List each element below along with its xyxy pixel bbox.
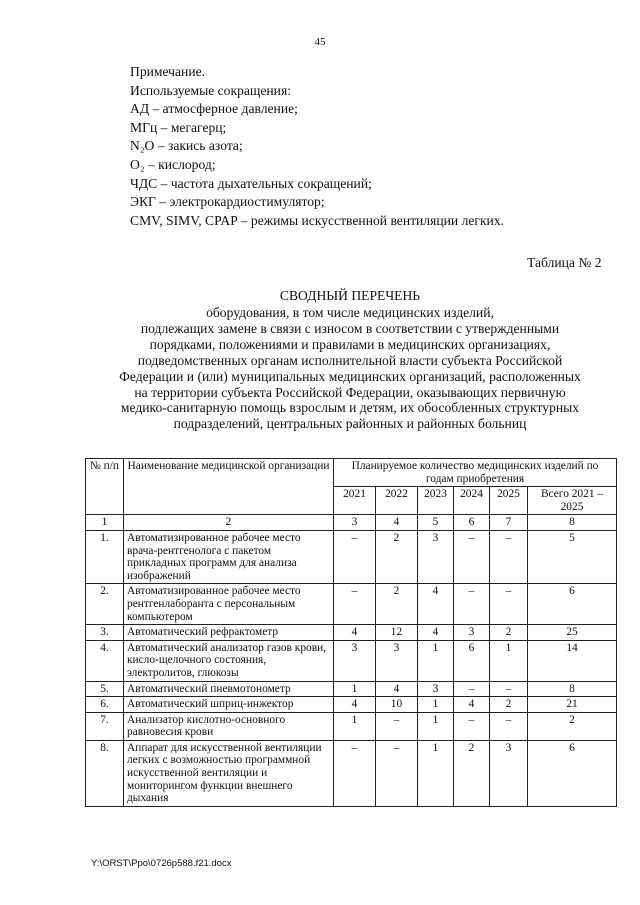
row-value: –	[490, 584, 528, 625]
table-label: Таблица № 2	[527, 255, 602, 270]
row-num: 6.	[86, 697, 124, 713]
subtitle-line: подлежащих замене в связи с износом в соответствии с утвержденными	[140, 320, 560, 336]
row-total: 8	[528, 681, 617, 697]
file-path-footer: Y:\ORST\Ppo\0726p588.f21.docx	[91, 858, 232, 869]
row-value: –	[490, 681, 528, 697]
row-value: 1	[418, 712, 454, 740]
row-value: 4	[334, 697, 376, 713]
row-value: –	[454, 530, 490, 583]
row-num: 1.	[86, 530, 124, 583]
row-value: 4	[454, 697, 490, 713]
row-total: 2	[528, 712, 617, 740]
header-year: 2025	[490, 487, 528, 515]
row-value: –	[454, 681, 490, 697]
header-num: № п/п	[86, 459, 124, 515]
row-name: Автоматический рефрактометр	[124, 625, 334, 641]
row-num: 8.	[86, 740, 124, 806]
row-name: Автоматизированное рабочее место рентгенлаборанта с персональным компьютером	[124, 584, 334, 625]
row-value: 4	[376, 681, 418, 697]
row-num: 4.	[86, 640, 124, 681]
row-value: 3	[418, 681, 454, 697]
header-year: 2024	[454, 487, 490, 515]
table-row	[86, 530, 617, 583]
row-value: 12	[376, 625, 418, 641]
abbreviations-note	[130, 63, 504, 230]
row-value: 4	[334, 625, 376, 641]
row-value: 10	[376, 697, 418, 713]
abbreviation-item: N₂O – закись азота;	[130, 138, 243, 154]
column-number: 3	[334, 515, 376, 531]
row-total: 5	[528, 530, 617, 583]
row-value: –	[376, 740, 418, 806]
subtitle-line: порядками, положениями и правилами в медицинских организациях,	[149, 336, 551, 352]
row-name: Автоматический шприц-инжектор	[124, 697, 334, 713]
row-value: 1	[334, 712, 376, 740]
row-value: 4	[418, 584, 454, 625]
row-value: 2	[376, 584, 418, 625]
row-name: Анализатор кислотно-основного равновесия крови	[124, 712, 334, 740]
row-num: 2.	[86, 584, 124, 625]
row-total: 14	[528, 640, 617, 681]
column-numbers-row	[86, 515, 617, 531]
row-value: –	[376, 712, 418, 740]
note-heading: Примечание.	[130, 64, 206, 79]
row-total: 25	[528, 625, 617, 641]
note-intro: Используемые сокращения:	[130, 82, 291, 98]
subtitle-line: медико-санитарную помощь взрослым и детям, их обособленных структурных	[120, 400, 580, 416]
row-value: –	[454, 584, 490, 625]
row-num: 5.	[86, 681, 124, 697]
row-value: –	[454, 712, 490, 740]
abbreviation-item: МГц – мегагерц;	[130, 119, 227, 135]
column-number: 4	[376, 515, 418, 531]
abbreviation-item: АД – атмосферное давление;	[130, 101, 298, 117]
row-value: –	[334, 740, 376, 806]
subtitle-line: оборудования, в том числе медицинских изделий,	[206, 305, 494, 320]
abbreviation-item: O₂ – кислород;	[130, 156, 216, 172]
table-row	[86, 697, 617, 713]
page-number: 45	[314, 36, 326, 48]
subtitle-line: Федерации и (или) муниципальных медицинских организаций, расположенных	[119, 368, 581, 384]
column-number: 5	[418, 515, 454, 531]
row-num: 3.	[86, 625, 124, 641]
row-value: –	[490, 530, 528, 583]
row-total: 6	[528, 740, 617, 806]
table-header-row	[86, 459, 617, 487]
header-total: Всего 2021 – 2025	[528, 487, 617, 515]
row-value: 4	[418, 625, 454, 641]
row-name: Автоматизированное рабочее место врача-рентгенолога с пакетом прикладных программ для анализа изображений	[124, 530, 334, 583]
abbreviation-item: ЭКГ – электрокардиостимулятор;	[130, 194, 325, 210]
document-title: СВОДНЫЙ ПЕРЕЧЕНЬ	[279, 288, 421, 303]
header-planned: Планируемое количество медицинских изделий по годам приобретения	[334, 459, 617, 487]
row-value: 6	[454, 640, 490, 681]
row-value: 3	[334, 640, 376, 681]
column-number: 8	[528, 515, 617, 531]
row-value: –	[334, 530, 376, 583]
column-number: 2	[124, 515, 334, 531]
row-value: 1	[490, 640, 528, 681]
row-value: 2	[490, 625, 528, 641]
row-value: 3	[490, 740, 528, 806]
row-total: 21	[528, 697, 617, 713]
row-value: 2	[454, 740, 490, 806]
row-value: –	[490, 712, 528, 740]
subtitle-line: на территории субъекта Российской Федерации, оказывающих первичную	[134, 384, 566, 400]
row-value: 3	[454, 625, 490, 641]
row-value: 1	[418, 740, 454, 806]
column-number: 1	[86, 515, 124, 531]
table-row	[86, 740, 617, 806]
row-value: 1	[418, 697, 454, 713]
table-row	[86, 584, 617, 625]
row-name: Аппарат для искусственной вентиляции легких с возможностью программной искусственной вентиляции и мониторингом функции внешнего дыхания	[124, 740, 334, 806]
table-row	[86, 681, 617, 697]
equipment-table	[85, 458, 617, 807]
header-year: 2023	[418, 487, 454, 515]
document-subtitle	[90, 305, 610, 432]
row-total: 6	[528, 584, 617, 625]
row-value: 2	[376, 530, 418, 583]
subtitle-line: подведомственных органам исполнительной власти субъекта Российской	[137, 352, 563, 368]
row-value: –	[334, 584, 376, 625]
column-number: 6	[454, 515, 490, 531]
row-name: Автоматический пневмотонометр	[124, 681, 334, 697]
subtitle-line: подразделений, центральных районных и районных больниц	[173, 416, 527, 432]
row-value: 1	[418, 640, 454, 681]
abbreviation-item: CMV, SIMV, CPAP – режимы искусственной вентиляции легких.	[130, 212, 505, 228]
row-value: 2	[490, 697, 528, 713]
table-row	[86, 640, 617, 681]
header-year: 2021	[334, 487, 376, 515]
table-row	[86, 625, 617, 641]
abbreviation-item: ЧДС – частота дыхательных сокращений;	[130, 175, 372, 191]
table-row	[86, 712, 617, 740]
row-value: 3	[376, 640, 418, 681]
row-value: 1	[334, 681, 376, 697]
header-name: Наименование медицинской организации	[124, 459, 334, 515]
row-num: 7.	[86, 712, 124, 740]
row-value: 3	[418, 530, 454, 583]
row-name: Автоматический анализатор газов крови, кисло-щелочного состояния, электролитов, глюкозы	[124, 640, 334, 681]
column-number: 7	[490, 515, 528, 531]
header-year: 2022	[376, 487, 418, 515]
